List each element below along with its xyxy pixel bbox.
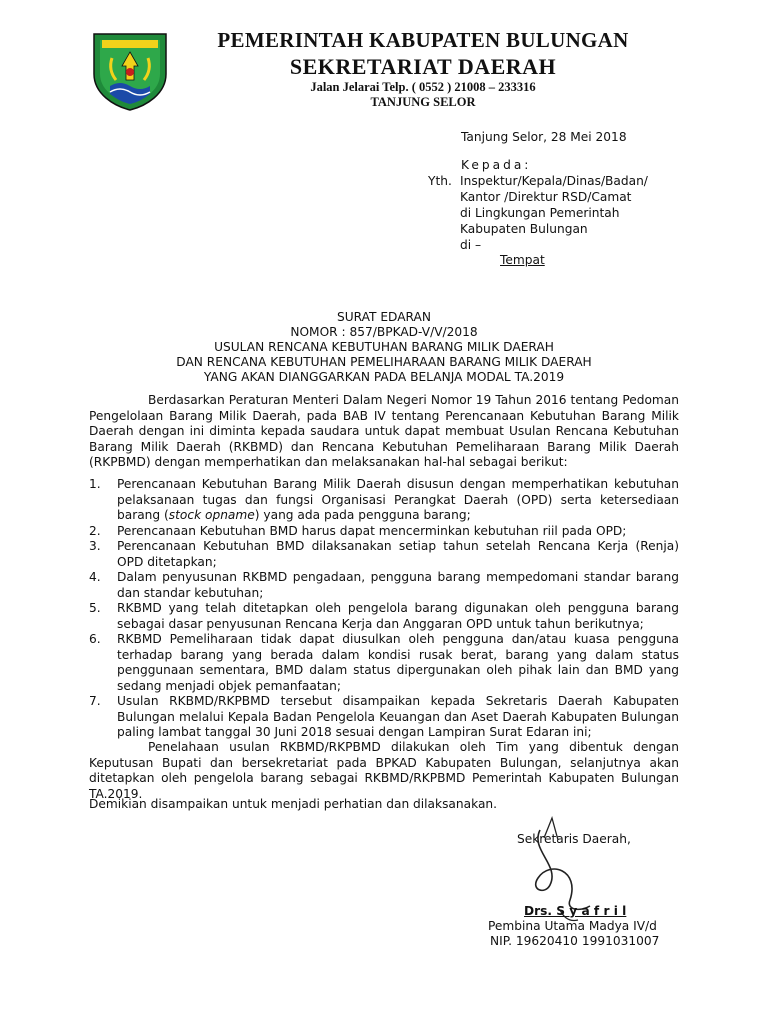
letterhead-government: PEMERINTAH KABUPATEN BULUNGAN [217, 28, 629, 52]
document-subject: YANG AKAN DIANGGARKAN PADA BELANJA MODAL TA.2019 [203, 370, 565, 384]
document-subject: DAN RENCANA KEBUTUHAN PEMELIHARAAN BARANG MILIK DAERAH [176, 355, 592, 369]
letter-date: Tanjung Selor, 28 Mei 2018 [461, 130, 627, 144]
recipient-heading: Kepada: [461, 158, 532, 172]
salutation: Yth. [428, 174, 452, 188]
list-item [89, 694, 679, 741]
list-text: RKBMD Pemeliharaan tidak dapat diusulkan oleh pengguna dan/atau kuasa pengguna terhadap barang yang berada dalam kondisi rusak berat, barang yang dalam status penggunaan sementara, BMD dalam status dipergunakan oleh pihak lain dan BMD yang sedang menjadi objek pemanfaatan; [117, 632, 679, 693]
list-number: 4. [89, 570, 101, 584]
signatory-nip: NIP. 19620410 1991031007 [490, 934, 660, 948]
document-title: SURAT EDARAN [337, 310, 431, 324]
document-subject: USULAN RENCANA KEBUTUHAN BARANG MILIK DAERAH [214, 340, 554, 354]
list-text-italic: stock opname [168, 508, 255, 522]
recipient-place: Tempat [500, 253, 545, 267]
list-text: Dalam penyusunan RKBMD pengadaan, pengguna barang mempedomani standar barang dan standar kebutuhan; [117, 570, 679, 600]
signatory-rank: Pembina Utama Madya IV/d [488, 919, 657, 933]
regency-emblem-icon [88, 28, 172, 112]
list-text: Perencanaan Kebutuhan Barang Milik Daerah disusun dengan memperhatikan kebutuhan pelaksanaan tugas dan fungsi Organisasi Perangkat Daerah (OPD) serta ketersediaan barang ( [117, 477, 679, 522]
recipient-line: Kabupaten Bulungan [460, 222, 588, 236]
signatory-role: Sekretaris Daerah, [517, 832, 631, 846]
letterhead-office: SEKRETARIAT DAERAH [289, 54, 557, 79]
list-text: Perencanaan Kebutuhan BMD dilaksanakan setiap tahun setelah Rencana Kerja (Renja) OPD ditetapkan; [117, 539, 679, 569]
list-number: 6. [89, 632, 101, 646]
closing-paragraph: Demikian disampaikan untuk menjadi perhatian dan dilaksanakan. [89, 797, 498, 811]
letterhead-city: TANJUNG SELOR [370, 95, 476, 109]
list-number: 1. [89, 477, 101, 491]
recipient-line: Kantor /Direktur RSD/Camat [460, 190, 632, 204]
list-text: Perencanaan Kebutuhan BMD harus dapat mencerminkan kebutuhan riil pada OPD; [117, 523, 627, 538]
list-number: 5. [89, 601, 101, 615]
list-number: 3. [89, 539, 101, 553]
list-number: 7. [89, 694, 101, 708]
list-item [89, 570, 679, 601]
intro-paragraph: Berdasarkan Peraturan Menteri Dalam Negeri Nomor 19 Tahun 2016 tentang Pedoman Pengelolaan Barang Milik Daerah, pada BAB IV tentang Perencanaan Kebutuhan Barang Milik Daerah dengan ini diminta kepada saudara untuk dapat membuat Usulan Rencana Kebutuhan Barang Milik Daerah (RKBMD) dan Rencana Kebutuhan Pemeliharaan Barang Milik Daerah (RKPBMD) dengan memperhatikan dan melaksanakan hal-hal sebagai berikut: [89, 393, 679, 469]
letterhead-address: Jalan Jelarai Telp. ( 0552 ) 21008 – 233316 [310, 80, 536, 94]
list-item [89, 601, 679, 632]
recipient-line: di – [460, 238, 482, 252]
list-text: ) yang ada pada pengguna barang; [254, 508, 471, 522]
list-text: Usulan RKBMD/RKPBMD tersebut disampaikan kepada Sekretaris Daerah Kabupaten Bulungan melalui Kepala Badan Pengelola Keuangan dan Aset Daerah Kabupaten Bulungan paling lambat tanggal 30 Juni 2018 sesuai dengan Lampiran Surat Edaran ini; [117, 694, 679, 739]
list-text: RKBMD yang telah ditetapkan oleh pengelola barang digunakan oleh pengguna barang sebagai dasar penyusunan Rencana Kerja dan Anggaran OPD untuk tahun berikutnya; [117, 601, 679, 631]
list-item [89, 539, 679, 570]
list-item [89, 632, 679, 694]
requirements-list [89, 477, 679, 741]
list-number: 2. [89, 523, 101, 538]
recipient-line: di Lingkungan Pemerintah [460, 206, 620, 220]
recipient-line: Inspektur/Kepala/Dinas/Badan/ [460, 174, 648, 188]
list-item [89, 524, 679, 540]
document-number: NOMOR : 857/BPKAD-V/V/2018 [290, 325, 478, 339]
list-item [89, 477, 679, 524]
review-paragraph: Penelahaan usulan RKBMD/RKPBMD dilakukan oleh Tim yang dibentuk dengan Keputusan Bupati dan bersekretariat pada BPKAD Kabupaten Bulungan, selanjutnya akan ditetapkan oleh pengelola barang sebagai RKBMD/RKPBMD Pemerintah Kabupaten Bulungan TA.2019. [89, 740, 679, 801]
signatory-name: Drs. S y a f r i l [524, 904, 627, 918]
